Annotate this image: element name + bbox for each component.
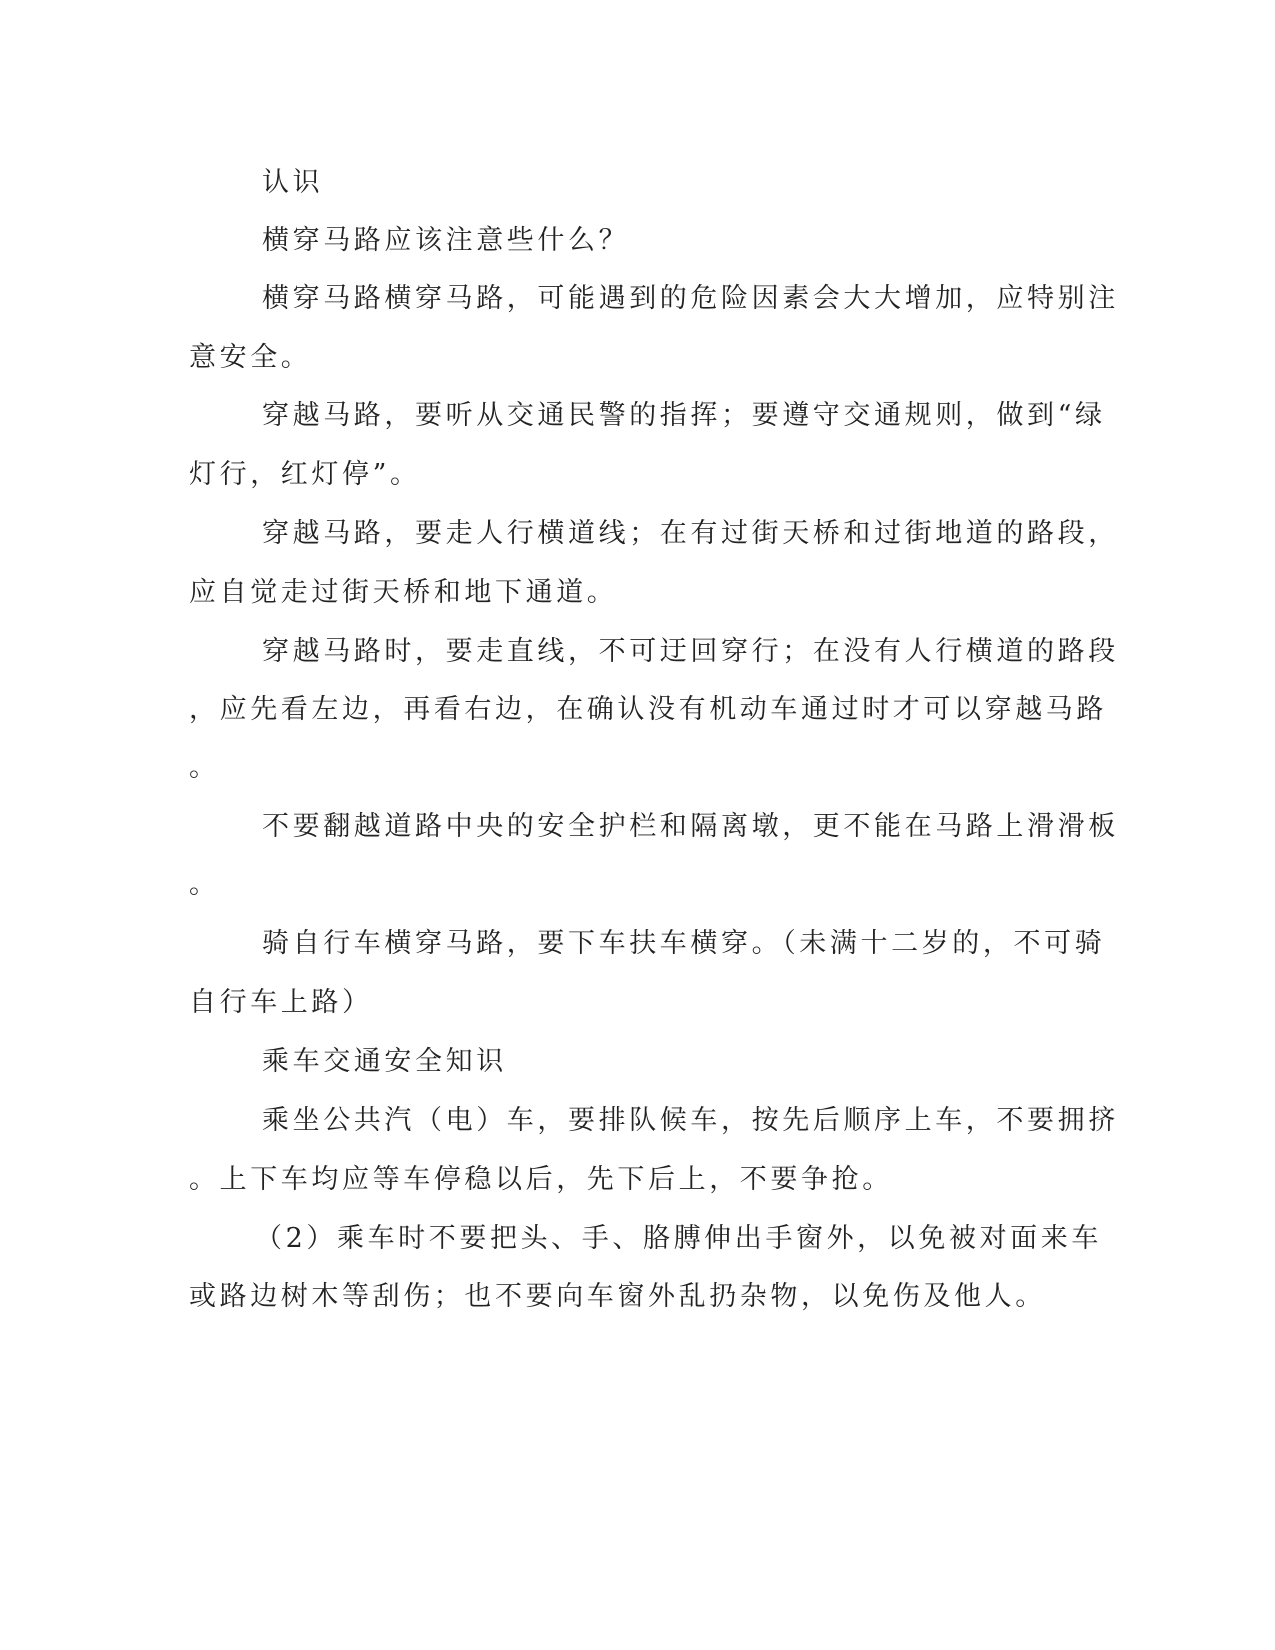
paragraph-line: 或路边树木等刮伤；也不要向车窗外乱扔杂物，以免伤及他人。 [189,1281,1046,1312]
paragraph-line: 。 [189,752,220,783]
paragraph-line: 应自觉走过街天桥和地下通道。 [189,577,618,608]
paragraph-line: 骑自行车横穿马路，要下车扶车横穿。（未满十二岁的，不可骑 [262,928,1106,959]
question-heading: 横穿马路应该注意些什么？ [262,225,630,256]
section-heading: 乘车交通安全知识 [262,1046,507,1077]
paragraph-line: ，应先看左边，再看右边，在确认没有机动车通过时才可以穿越马路 [189,694,1107,725]
paragraph-line: 灯行，红灯停”。 [189,459,421,490]
paragraph-line: 不要翻越道路中央的安全护栏和隔离墩，更不能在马路上滑滑板 [262,811,1119,842]
paragraph-line: 穿越马路，要走人行横道线；在有过街天桥和过街地道的路段， [262,518,1119,549]
paragraph-line: 穿越马路时，要走直线，不可迂回穿行；在没有人行横道的路段 [262,636,1119,667]
paragraph-line: （2）乘车时不要把头、手、胳膊伸出手窗外，以免被对面来车 [255,1223,1102,1254]
paragraph-line: 。 [189,869,220,900]
paragraph-line: 意安全。 [189,342,312,373]
paragraph-line: 乘坐公共汽（电）车，要排队候车，按先后顺序上车，不要拥挤 [262,1105,1119,1136]
paragraph-line: 穿越马路，要听从交通民警的指挥；要遵守交通规则，做到“绿 [262,400,1106,431]
paragraph-line: 横穿马路横穿马路，可能遇到的危险因素会大大增加，应特别注 [262,283,1119,314]
paragraph-line: 自行车上路） [189,987,373,1018]
section-heading: 认识 [262,167,324,198]
paragraph-line: 。上下车均应等车停稳以后，先下后上，不要争抢。 [189,1164,893,1195]
